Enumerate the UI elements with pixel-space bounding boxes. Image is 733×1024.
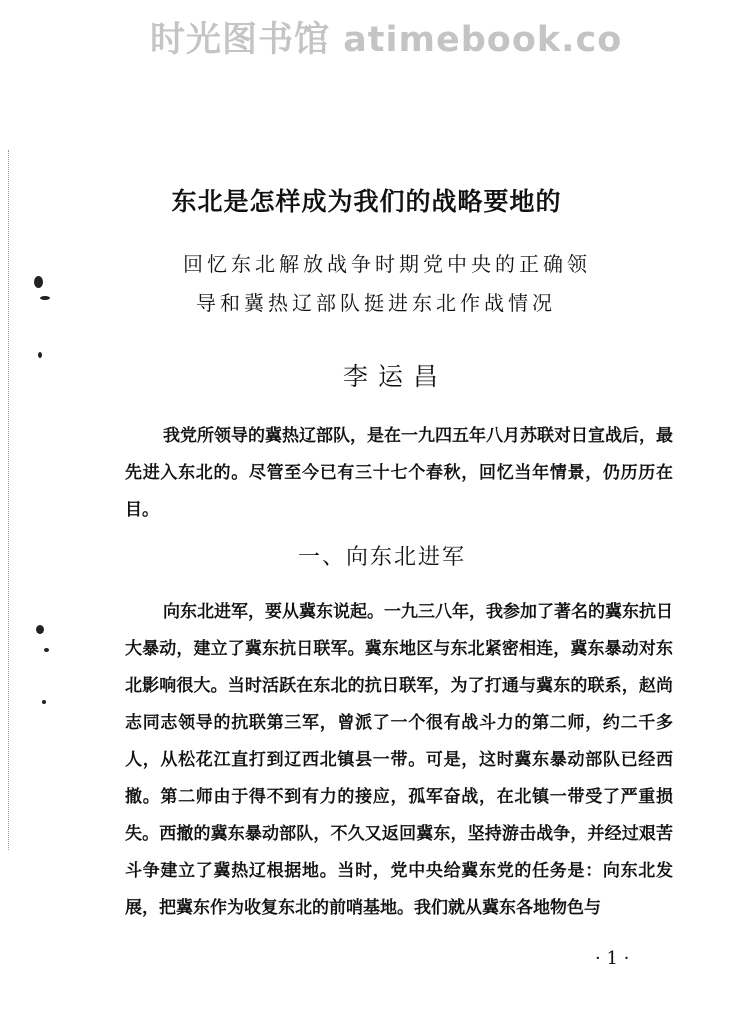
- scan-speck: [42, 700, 46, 704]
- scan-edge-line: [8, 150, 10, 850]
- watermark: 时光图书馆 atimebook.co: [150, 20, 623, 60]
- scan-speck: [36, 625, 44, 634]
- scan-speck: [38, 352, 42, 358]
- author-name: 李运昌: [343, 362, 449, 391]
- section-paragraph-text: 向东北进军，要从冀东说起。一九三八年，我参加了著名的冀东抗日大暴动，建立了冀东抗日联军。冀东地区与东北紧密相连，冀东暴动对东北影响很大。当时活跃在东北的抗日联军，为了打通与冀东的联系，赵尚志同志领导的抗联第三军，曾派了一个很有战斗力的第二师，约二千多人，从松花江直打到辽西北镇县一带。可是，这时冀东暴动部队已经西撤。第二师由于得不到有力的接应，孤军奋战，在北镇一带受了严重损失。西撤的冀东暴动部队，不久又返回冀东，坚持游击战争，并经过艰苦斗争建立了冀热辽根据地。当时，党中央给冀东党的任务是：向东北发展，把冀东作为收复东北的前哨基地。我们就从冀东各地物色与: [125, 602, 673, 918]
- section-heading: 一、向东北进军: [298, 545, 467, 570]
- document-title: 东北是怎样成为我们的战略要地的: [171, 187, 562, 216]
- intro-paragraph: [125, 418, 673, 529]
- scan-speck: [44, 648, 49, 652]
- document-subtitle-line-1: 回忆东北解放战争时期党中央的正确领: [183, 252, 591, 276]
- scan-speck: [34, 276, 43, 288]
- intro-paragraph-text: 我党所领导的冀热辽部队，是在一九四五年八月苏联对日宣战后，最先进入东北的。尽管至今已有三十七个春秋，回忆当年情景，仍历历在目。: [125, 426, 673, 520]
- section-paragraph: [125, 594, 673, 927]
- document-subtitle-line-2: 导和冀热辽部队挺进东北作战情况: [196, 291, 556, 315]
- page-number: · 1 ·: [595, 948, 630, 969]
- scan-speck: [40, 296, 50, 300]
